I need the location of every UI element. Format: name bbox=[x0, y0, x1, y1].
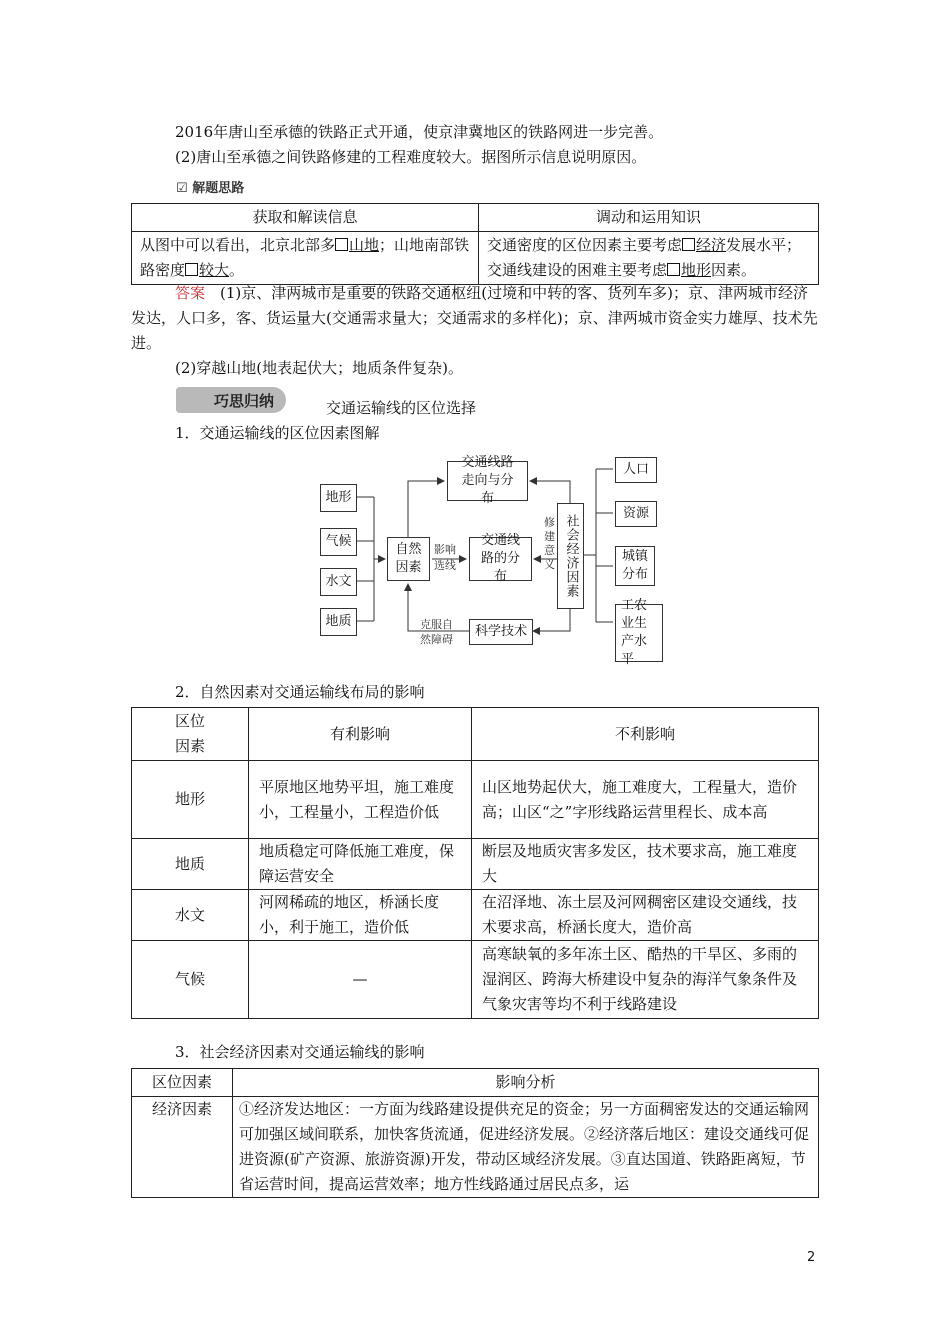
label-select: 选线 bbox=[434, 559, 456, 572]
tip-summary-label: 巧思归纳 bbox=[176, 387, 286, 413]
natural-row-factor: 气候 bbox=[132, 941, 249, 1019]
natural-row-cons: 在沼泽地、冻土层及河网稠密区建设交通线，技术要求高，桥涵长度大，造价高 bbox=[472, 890, 819, 941]
natural-row-factor: 水文 bbox=[132, 890, 249, 941]
think-cell-info: 从图中可以看出，北京北部多 山地；山地南部铁路密度 较大。 bbox=[132, 232, 479, 285]
question-2: (2)唐山至承德之间铁路修建的工程难度较大。据图所示信息说明原因。 bbox=[175, 148, 647, 166]
summary-title: 交通运输线的区位选择 bbox=[326, 399, 477, 417]
answer-label: 答案 bbox=[175, 284, 206, 302]
factor-terrain: 地形 bbox=[320, 484, 357, 512]
think-header-2: 调动和运用知识 bbox=[479, 204, 819, 232]
factor-hydrology: 水文 bbox=[320, 568, 357, 596]
route-direction-box: 交通线路走向与分布 bbox=[447, 461, 528, 501]
factor-industry: 工农业生产水平 bbox=[615, 604, 663, 662]
natural-row-pros: 平原地区地势平坦，施工难度小，工程量小，工程造价低 bbox=[249, 761, 472, 839]
tip-solving-label: ☑ 解题思路 bbox=[176, 181, 245, 196]
natural-row-cons: 断层及地质灾害多发区，技术要求高，施工难度大 bbox=[472, 839, 819, 890]
social-factors-table bbox=[131, 1068, 819, 1198]
natural-factors-table bbox=[131, 707, 819, 1019]
natural-header-factor: 区位因素 bbox=[132, 708, 249, 761]
social-header-analysis: 影响分析 bbox=[233, 1069, 819, 1097]
natural-header-cons: 不利影响 bbox=[472, 708, 819, 761]
answer-2: (2)穿越山地(地表起伏大；地质条件复杂)。 bbox=[175, 359, 463, 377]
natural-row-cons: 山区地势起伏大，施工难度大，工程量大，造价高；山区“之”字形线路运营里程长、成本高 bbox=[472, 761, 819, 839]
think-cell-knowledge: 交通密度的区位因素主要考虑 经济发展水平；交通线建设的困难主要考虑 地形因素。 bbox=[479, 232, 819, 285]
natural-row-cons: 高寒缺氧的多年冻土区、酷热的干旱区、多雨的湿润区、跨海大桥建设中复杂的海洋气象条件及气象灾害等均不利于线路建设 bbox=[472, 941, 819, 1019]
natural-row-pros: — bbox=[249, 941, 472, 1019]
social-row-analysis: ①经济发达地区：一方面为线路建设提供充足的资金；另一方面稠密发达的交通运输网可加强区域间联系，加快客货流通，促进经济发展。②经济落后地区：建设交通线可促进资源(矿产资源、旅游资源)开发，带动区域经济发展。③直达国道、铁路距离短，节省运营时间，提高运营效率；地方性线路通过居民点多，运 bbox=[233, 1097, 819, 1198]
natural-row-pros: 地质稳定可降低施工难度，保障运营安全 bbox=[249, 839, 472, 890]
label-overcome-2: 然障碍 bbox=[420, 633, 453, 646]
natural-factors-box: 自然因素 bbox=[387, 537, 430, 581]
label-overcome-1: 克服自 bbox=[420, 618, 453, 631]
answer-1: 答案 (1)京、津两城市是重要的铁路交通枢纽(过境和中转的客、货列车多)；京、津两城市经济发达，人口多，客、货运量大(交通需求量大；交通需求的多样化)；京、津两城市资金实力雄厚、技术先进。 bbox=[131, 284, 818, 352]
social-row-factor: 经济因素 bbox=[132, 1097, 233, 1198]
intro-line: 2016年唐山至承德的铁路正式开通，使京津冀地区的铁路网进一步完善。 bbox=[175, 123, 664, 141]
section-3-title: 3．社会经济因素对交通运输线的影响 bbox=[175, 1043, 425, 1061]
think-header-1: 获取和解读信息 bbox=[132, 204, 479, 232]
factor-climate: 气候 bbox=[320, 528, 357, 556]
factor-resources: 资源 bbox=[615, 501, 657, 527]
social-header-factor: 区位因素 bbox=[132, 1069, 233, 1097]
factor-population: 人口 bbox=[615, 457, 657, 483]
label-build-meaning: 修建意义 bbox=[544, 516, 555, 571]
natural-row-factor: 地质 bbox=[132, 839, 249, 890]
section-1-title: 1．交通运输线的区位因素图解 bbox=[175, 424, 380, 442]
checkbox-icon: ☑ bbox=[176, 181, 193, 196]
natural-row-pros: 河网稀疏的地区，桥涵长度小，利于施工，造价低 bbox=[249, 890, 472, 941]
route-distribution-box: 交通线路的分布 bbox=[469, 537, 532, 581]
section-2-title: 2．自然因素对交通运输线布局的影响 bbox=[175, 683, 425, 701]
label-influence: 影响 bbox=[434, 543, 456, 556]
page-number: 2 bbox=[807, 1250, 816, 1265]
factor-towns: 城镇分布 bbox=[615, 546, 655, 586]
social-economic-box: 社会经济因素 bbox=[557, 503, 584, 609]
natural-row-factor: 地形 bbox=[132, 761, 249, 839]
technology-box: 科学技术 bbox=[469, 619, 533, 645]
natural-header-pros: 有利影响 bbox=[249, 708, 472, 761]
factor-geology: 地质 bbox=[320, 608, 357, 636]
